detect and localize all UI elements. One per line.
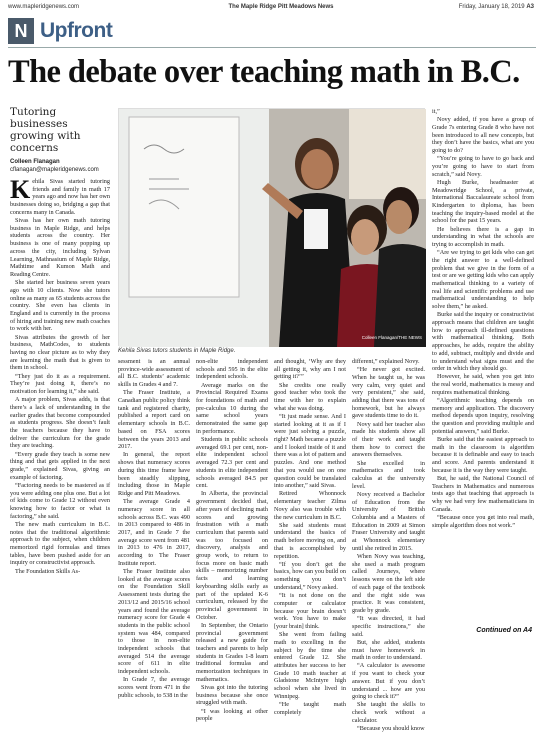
paragraph: “Because once you get into real math, simple algorithm does not work.”	[432, 514, 534, 529]
paragraph: The average Grade 4 numeracy score in all schools across B.C. was 490 in 2013 compared to 486 in 2017, and in Grade 7 the average score went from 481 in 2013 to 476 in 2017, according to The Fraser Institute report.	[118, 498, 190, 567]
issue-date	[459, 4, 534, 10]
paragraph: However, he said, when you get into the real world, mathematics is messy and requires mathematical thinking.	[432, 373, 534, 396]
paragraph: “He taught math completely	[274, 700, 346, 716]
paragraph: “A calculator is awesome if you want to check your answer. But if you don’t understand ... how are you going to check it?”	[352, 662, 425, 701]
photo-credit: Colleen Flanagan/THE NEWS	[361, 335, 422, 340]
page-number: A3	[526, 4, 534, 10]
paragraph: Kehila Sivas started tutoring friends and family in math 17 years ago and now has her own businesses doing so, bridging a gap that concerns many in Canada.	[10, 175, 110, 216]
paragraph: Novy added, if you have a group of Grade 7s entering Grade 8 who have not been introduced to all new concepts, but they don’t have the basics, what are you going to do?	[432, 116, 534, 155]
paragraph: sessment is an annual province-wide assessment of all B.C. students’ academic skills in Grades 4 and 7.	[118, 358, 190, 389]
paragraph: “Factoring needs to be mastered as if you were adding one plus one. But a lot of kids come to Grade 12 without even knowing how to factor or what is factoring,” she said.	[10, 481, 110, 520]
paragraph: A major problem, Sivas adds, is that there’s a lack of understanding in the earlier grades that become compounded as students progress. She doesn’t fault the teachers because they have to deliver the curriculum for the grade they are teaching.	[10, 396, 110, 450]
article-column-3	[196, 358, 268, 724]
paragraph: In Grade 7, the average scores went from 471 in the public schools, to 538 in the	[118, 676, 190, 699]
article-column-2	[118, 358, 190, 700]
paragraph: In Alberta, the provincial government decided that, after years of declining math scores and growing frustration with a math curriculum that parents said was too focused on discovery, analysis and group work, to return to focus more on basic math skills – memorizing number facts and learning keyboarding skills early as part of the updated K-6 curriculum, released by the provincial government in October.	[196, 490, 268, 621]
paragraph: Novy said her teacher also made his students show all of their work and taught them how to correct the answers themselves.	[352, 420, 425, 459]
paragraph: Burke said the inquiry or constructivist approach means that children are taught how to approach ill-defined questions with mathematical thinking. Both approaches, he adds, require the ability to add, subtract, multiply and divide and to understand what signs must and the order in which they should go.	[432, 311, 534, 373]
paragraph: non-elite independent schools and 595 in the elite independent schools.	[196, 358, 268, 381]
article-column-6	[432, 108, 534, 530]
top-strip	[0, 0, 544, 14]
paragraph: The Fraser Institute also looked at the average scores on the Foundation Skill Assessment tests during the 2013/12 and 2015/16 school years and found the average numeracy score for Grade 4 students in the public school system was 484, compared to those in non-elite independent schools that averaged 514 the average score of 611 in elite independent schools.	[118, 567, 190, 676]
article-photo	[118, 108, 425, 346]
news-logo-icon: N	[8, 18, 34, 44]
paragraph: In September, the Ontario provincial government released a new guide for teachers and parents to help students in Grades 1-8 learn traditional formulas and memorization techniques in mathematics.	[196, 621, 268, 683]
paragraph: He believes there is a gap in understanding in what the schools are trying to accomplish in math.	[432, 225, 534, 248]
paragraph: Novy received a Bachelor of Education from the University of British Columbia and a Masters of Education in 2009 at Simon Fraser University and taught at Whonnock elementary until she retired in 2015.	[352, 490, 425, 552]
paragraph: different,” explained Novy.	[352, 358, 420, 365]
byline-email: cflanagan@mapleridgenews.com	[10, 167, 99, 173]
paragraph: Hugh Burke, headmaster at Meadowridge School, a private, International Baccalaureate school from Kindergarten to diploma, has been teaching the inquiry-based model at the school for the past 15 years.	[432, 178, 534, 225]
photo-caption: Kehila Sivas tutors students in Maple Ridge.	[118, 348, 236, 354]
paragraph: “It was directed, it had specific instructions,” she said.	[352, 615, 425, 638]
byline-name: Colleen Flanagan	[10, 159, 60, 165]
paragraph: “You’re going to have to go back and you’re going to have to start from scratch,” said Novy.	[432, 155, 534, 178]
paragraph: Retired Whonnock elementary teacher Zilma Novy also was trouble with the new curriculum in B.C.	[274, 490, 346, 521]
paragraph: She taught the skills to check work without a calculator.	[352, 701, 425, 724]
date-text: Friday, January 18, 2019	[458, 4, 525, 10]
paragraph: But, he said, the National Council of Teachers in Mathematics and numerous tests ago that teaching that approach is why we had very few mathematicians in Canada.	[432, 475, 534, 513]
paragraph: But, she added, students must have homework in math in order to understand.	[352, 638, 425, 662]
paragraph: When Novy was teaching, she used a math program called Journeys, where lessons were on the left side of each page of the textbook and the right side was practice. It was consistent, grade by grade.	[352, 553, 425, 614]
paragraph: Sivas got into the tutoring business because she once struggled with math.	[196, 684, 268, 707]
drop-cap: K	[10, 175, 31, 204]
paragraph: She said students must understand the basics of math before moving on, and that is accomplished by repetition.	[274, 521, 346, 560]
paragraph: The Fraser Institute, a Canadian public policy think tank and registered charity, published a report card on elementary schools in B.C. based on FSA scores between the years 2013 and 2017.	[118, 389, 190, 451]
paragraph: “It is not done on the computer or calculator because your brain doesn’t work. You have to make [your brain] think.	[274, 592, 346, 630]
paragraph: “Because you should know	[357, 725, 425, 733]
paragraph: “They just do it as a requirement. They’re just doing it, there’s no motivation for learning it,” she said.	[10, 372, 110, 395]
section-title: Upfront	[40, 19, 113, 42]
paragraph: She went from failing math to excelling in the subject by the time she entered Grade 12. She attributes her success to her Grade 10 math teacher at Gladstone McIntyre high school when she lived in Winnipeg.	[274, 631, 346, 700]
deck: Tutoring businesses growing with concerns	[10, 106, 81, 154]
paragraph: She excelled in mathematics and took calculus at the university level.	[352, 459, 425, 490]
paragraph: “Every grade they teach is some new thing and that gets applied in the next grade,” explained Sivas, giving an example of factoring.	[10, 450, 110, 481]
site-url: www.mapleridgenews.com	[8, 4, 80, 10]
paragraph: “I was looking at other people	[196, 707, 268, 723]
continued-label: Continued on A4	[476, 627, 532, 634]
paragraph: Average marks on the Provincial Required Exams for foundations of math and pre-calculus 10 during the same school years demonstrated the same gap in performance.	[196, 381, 268, 435]
paragraph: “It just made sense. And I started looking at it as if I were just solving a puzzle, right? Math became a puzzle and I looked inside of it and there was a lot of pattern and puzzles. And one method that you would use on one question could be translated into another,” said Sivas.	[274, 412, 346, 490]
paragraph: In general, the report shows that numeracy scores during this time frame have been steadily slipping, including those in Maple Ridge and Pitt Meadows.	[118, 451, 190, 497]
paragraph: Burke said that the easiest approach to math in the classroom is algorithm because it is definable and easy to teach and score. And parents understand it because it is the way they were taught.	[432, 436, 534, 474]
paragraph: it,”	[432, 108, 440, 115]
paragraph: and thought, ‘Why are they all getting it, why am I not getting it?’”	[274, 358, 346, 381]
paragraph: “If you don’t get the basics, how can you build on something you don’t understand,” Novy asked.	[274, 560, 346, 591]
byline	[10, 158, 110, 174]
paragraph: She credits one really good teacher who took the time with her to explain what she was doing.	[274, 381, 346, 412]
paragraph: Sivas attributes the growth of her business, MathCodes, to students having no clear picture as to why they are learning the math that is given to them in school.	[10, 333, 110, 372]
paragraph: Sivas has her own math tutoring business in Maple Ridge, and helps students across the country. Her business is one of many popping up across the city, including Sylvan Learning, Mathnasium of Maple Ridge, Mathtime and Kumon Math and Reading Centre.	[10, 217, 110, 278]
article-column-4	[274, 358, 346, 717]
paragraph: Students in public schools averaged 69.1 per cent, non-elite independent school averaged 72.3 per cent and students in elite independent schools averaged 84.5 per cent.	[196, 436, 268, 490]
paragraph: She started her business seven years ago with 10 clients. Now she tutors online as many as 65 students across the country. She even has clients in England and is currently in the process of hiring and training new math coaches to work with her.	[10, 279, 110, 333]
paper-name: The Maple Ridge Pitt Meadows News	[228, 4, 334, 10]
article-column-5	[352, 358, 425, 733]
headline: The debate over teaching math in B.C.	[8, 54, 520, 90]
paragraph: The new math curriculum in B.C. notes that the traditional algorithmic approach to the subject, when children memorized rigid formulas and times tables, have been pushed aside for an inquiry or constructivist approach.	[10, 520, 110, 567]
article-column-1	[10, 175, 110, 576]
paragraph: The Foundation Skills As-	[15, 567, 81, 575]
paragraph: “Are we trying to get kids who can get the right answer to a well-defined problem that we give in the form of a test or are we getting kids who can apply mathematical thinking to a variety of real life and scientific problems and use mathematical understanding to help solve them,” he asked.	[432, 249, 534, 311]
section-header	[8, 18, 536, 48]
photo-illustration	[119, 109, 426, 347]
paragraph: “Algorithmic teaching depends on memory and application. The discovery method depends upon inquiry, resolving the question and providing multiple and potential answers,” said Burke.	[432, 397, 534, 435]
paragraph: “He never got excited. When he taught us, he was very calm, very quiet and very persistent,” she said, adding that there was tons of homework, but he always gave students time to do it.	[352, 366, 425, 420]
